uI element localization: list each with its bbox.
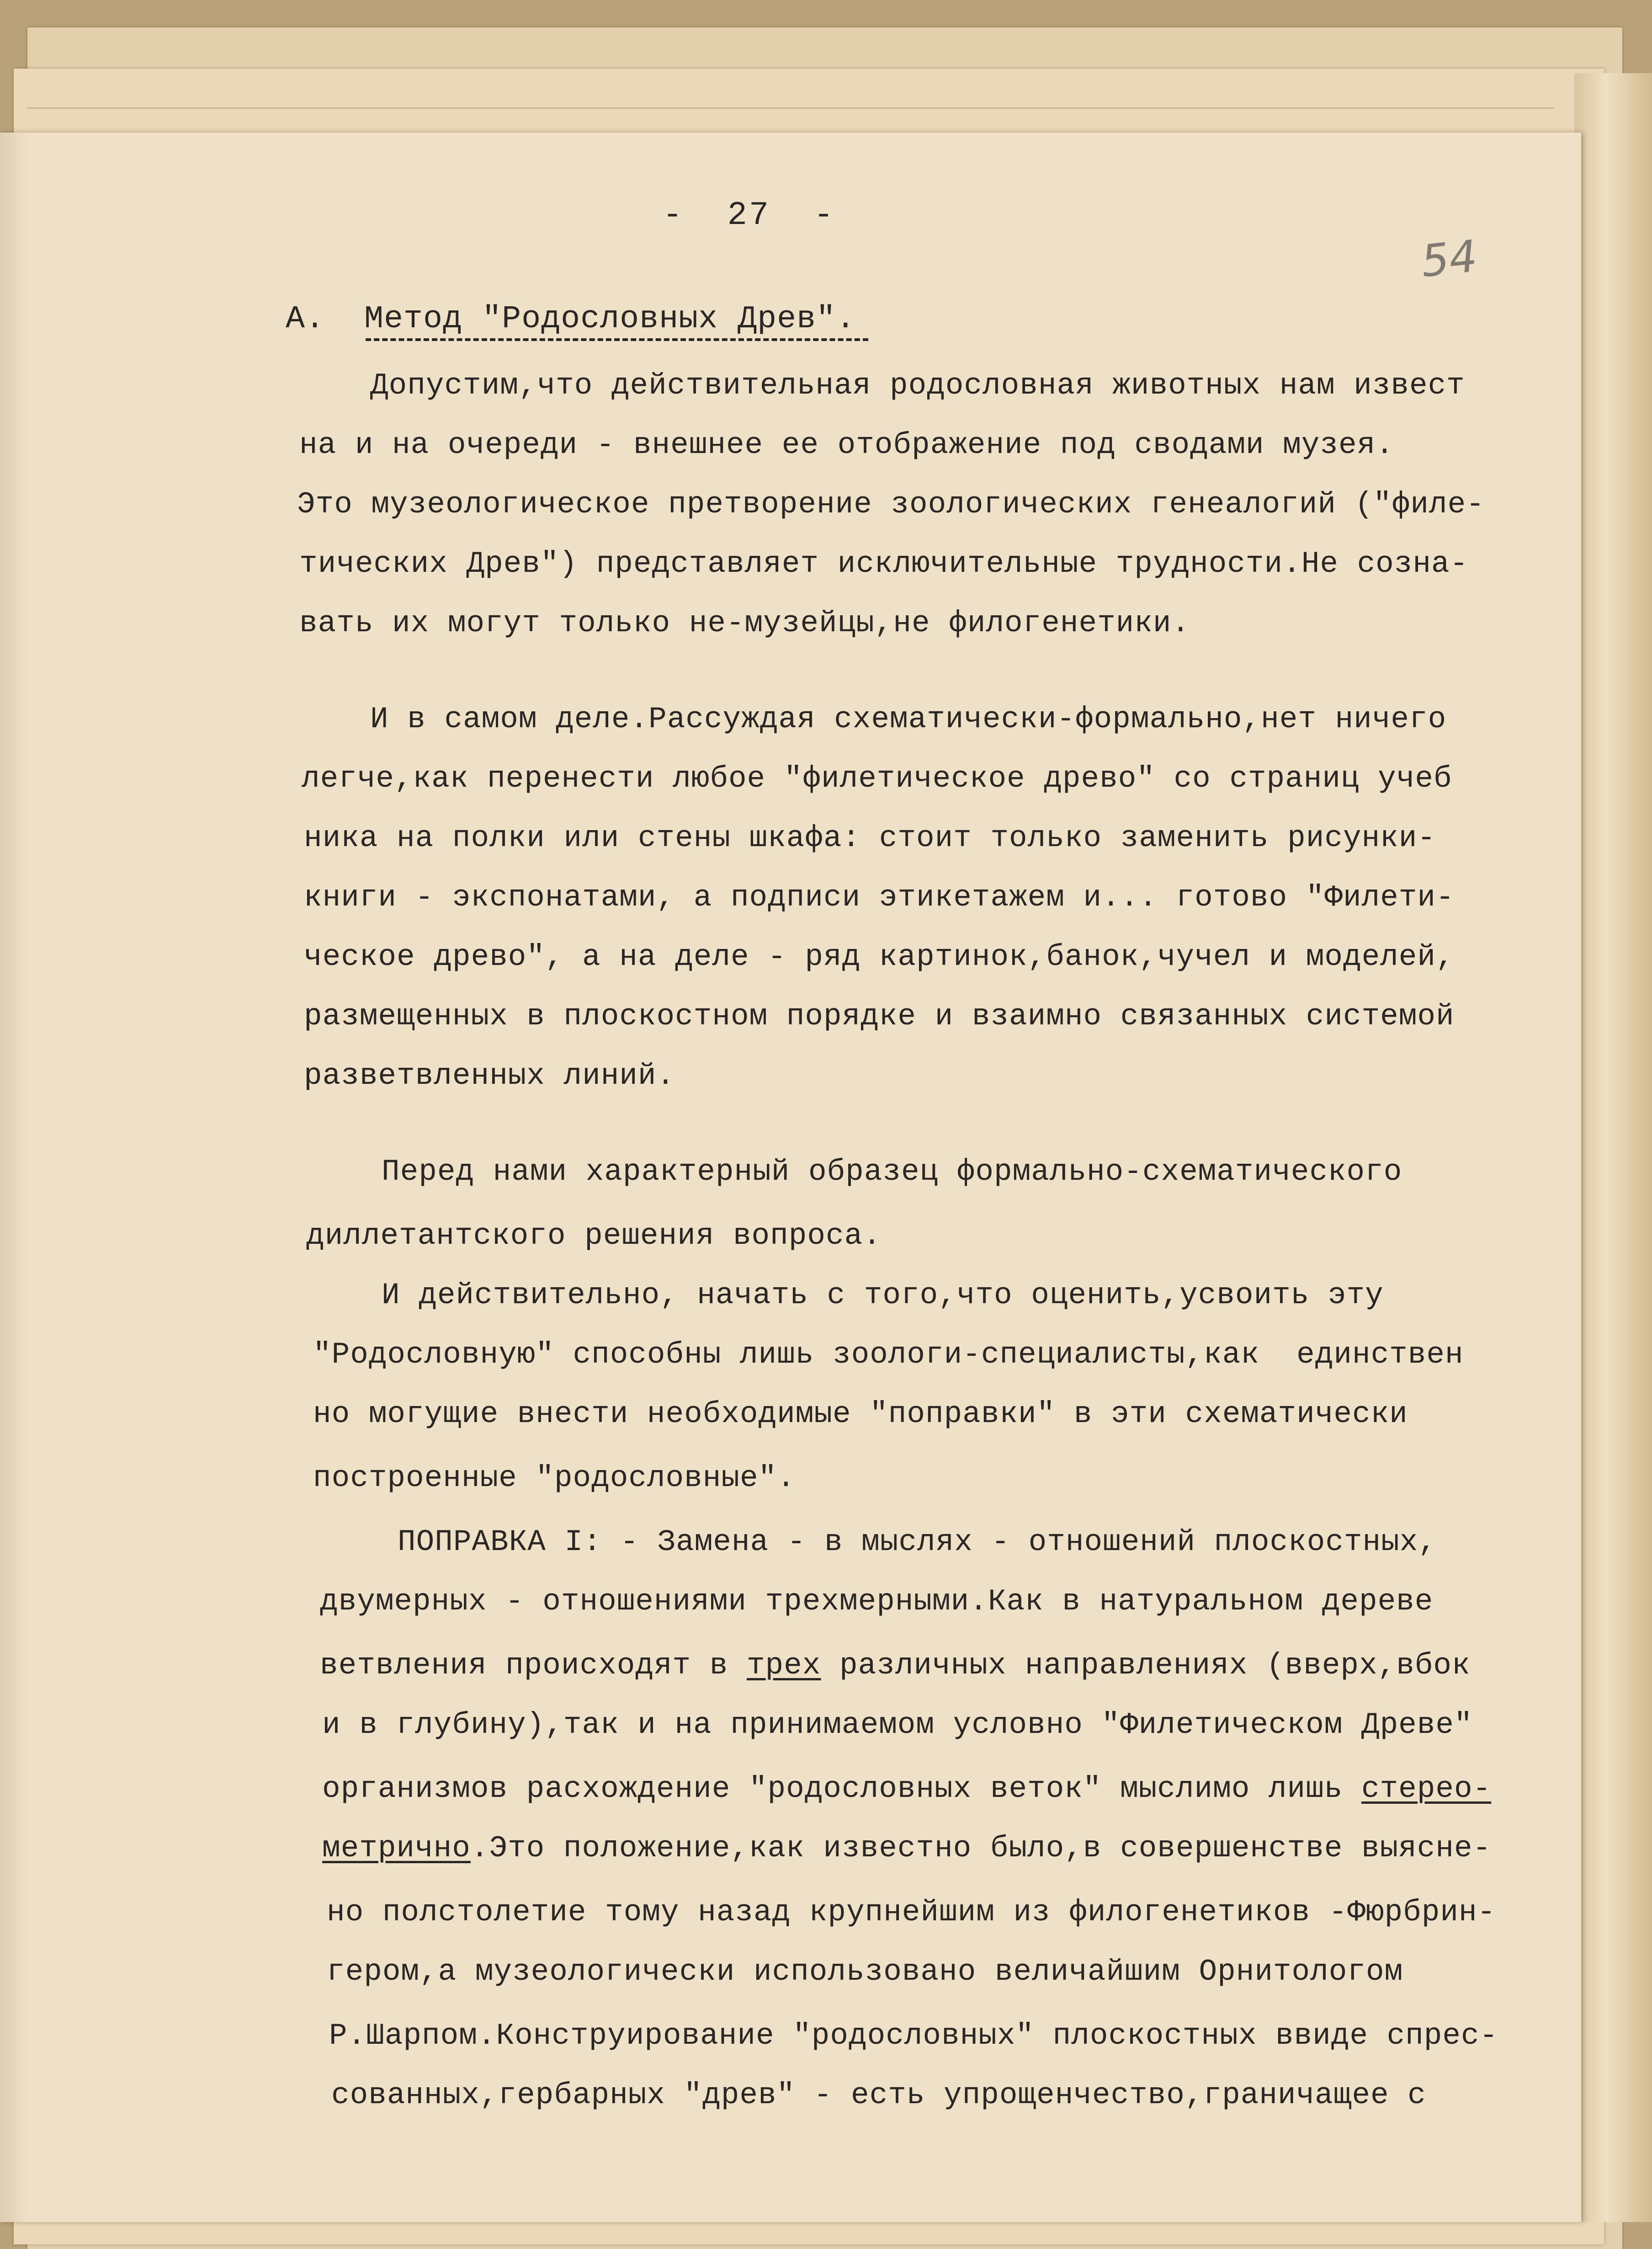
text-line: ПОПРАВКА I: - Замена - в мыслях - отношений плоскостных, (398, 1525, 1437, 1559)
text-fragment: различных направлениях (вверх,вбок (821, 1648, 1471, 1683)
page-left-shadow (0, 133, 27, 2222)
underlined-word: метрично (322, 1831, 471, 1865)
text-line: ника на полки или стены шкафа: стоит только заменить рисунки- (304, 821, 1436, 855)
underlined-word: стерео- (1361, 1772, 1492, 1806)
archive-number: 54 (1418, 230, 1480, 288)
text-line (322, 1774, 1491, 1804)
text-line: на и на очереди - внешнее ее отображение под сводами музея. (299, 428, 1394, 462)
text-line: И действительно, начать с того,что оценить,усвоить эту (382, 1278, 1384, 1312)
text-line: разветвленных линий. (304, 1059, 675, 1093)
text-fragment: .Это положение,как известно было,в совершенстве выясне- (470, 1831, 1492, 1865)
text-line: Перед нами характерный образец формально-схематического (382, 1155, 1402, 1189)
text-line: но полстолетие тому назад крупнейшим из филогенетиков -Фюрбрин- (327, 1895, 1496, 1929)
heading-underline (366, 338, 868, 341)
text-line: И в самом деле.Рассуждая схематически-формально,нет ничего (370, 702, 1447, 736)
section-heading: А. Метод "Родословных Древ". (286, 301, 856, 337)
text-line (322, 1833, 1491, 1864)
text-line: легче,как перенести любое "филетическое древо" со страниц учеб (302, 762, 1452, 796)
text-line: "Родословную" способны лишь зоологи-специалисты,как единствен (313, 1338, 1464, 1372)
text-line: Допустим,что действительная родословная животных нам извест (370, 368, 1465, 403)
text-line: диллетантского решения вопроса. (306, 1219, 882, 1253)
text-line: сованных,гербарных "древ" - есть упрощенчество,граничащее с (331, 2078, 1426, 2112)
text-fragment: организмов расхождение "родословных веток" мыслимо лишь (322, 1772, 1361, 1806)
page-stack-edge (1574, 73, 1652, 2222)
text-line: ческое древо", а на деле - ряд картинок,банок,чучел и моделей, (304, 940, 1455, 974)
text-line: двумерных - отношениями трехмерными.Как в натуральном дереве (320, 1584, 1434, 1619)
text-line: размещенных в плоскостном порядке и взаимно связанных системой (304, 999, 1455, 1034)
text-fragment: ветвления происходят в (320, 1648, 747, 1683)
text-line: вать их могут только не-музейцы,не филогенетики. (299, 606, 1190, 640)
text-line: книги - экспонатами, а подписи этикетажем и... готово "Филети- (304, 880, 1455, 915)
page-number: - 27 - (663, 197, 835, 234)
underlined-word: трех (746, 1648, 821, 1683)
text-line: но могущие внести необходимые "поправки" в эти схематически (313, 1397, 1408, 1431)
text-line: Это музеологическое претворение зоологических генеалогий ("филе- (297, 487, 1485, 522)
text-line: тических Древ") представляет исключительные трудности.Не созна- (299, 547, 1469, 581)
text-line: построенные "родословные". (313, 1461, 796, 1495)
text-line: гером,а музеологически использовано величайшим Орнитологом (327, 1955, 1403, 1989)
text-line: и в глубину),так и на принимаемом условно "Филетическом Древе" (322, 1708, 1473, 1742)
text-line: Р.Шарпом.Конструирование "родословных" плоскостных ввиде спрес- (329, 2019, 1498, 2053)
text-line (320, 1648, 1471, 1683)
document-page (0, 133, 1581, 2222)
